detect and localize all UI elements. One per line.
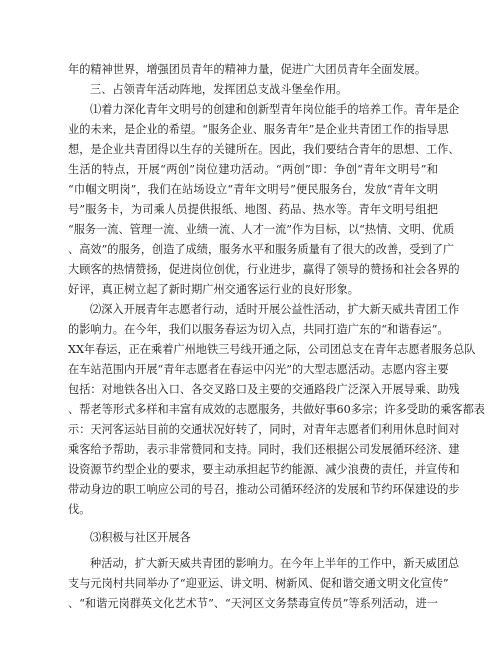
- document-page: [68, 60, 485, 614]
- text-line: XX年春运，正在乘着广州地铁三号线开通之际，公司团总支在青年志愿者服务总队: [68, 343, 476, 356]
- text-line: 生活的特点，开展“两创”岗位建功活动。“两创”即：争创“青年文明号”和: [68, 163, 438, 176]
- text-line: 大顾客的热情赞扬，促进岗位创优，行业进步，赢得了领导的赞扬和社会各界的: [68, 263, 460, 276]
- text-line: 、高效”的服务，创造了成绩，服务水平和服务质量有了很大的改善，受到了广: [68, 243, 455, 256]
- text-line: 带动身边的职工响应公司的号召，推动公司循环经济的发展和节约环保建设的步: [68, 483, 460, 496]
- text-line: ⑴着力深化青年文明号的创建和创新型青年岗位能手的培养工作。青年是企: [90, 103, 460, 116]
- text-line: 乘客给予帮助，表示非常赞同和支持。同时，我们还根据公司发展循环经济、建: [68, 443, 460, 456]
- text-line: ⑶积极与社区开展各: [90, 531, 191, 544]
- text-line: “服务一流、管理一流、业绩一流、人才一流”作为目标，以“热情、文明、优质: [68, 223, 455, 236]
- text-line: 三、占领青年活动阵地，发挥团总支战斗堡垒作用。: [90, 83, 348, 96]
- text-line: 号”服务卡，为司乘人员提供报纸、地图、药品、热水等。青年文明号组把: [68, 203, 438, 216]
- text-line: 种活动，扩大新天威共青团的影响力。在今年上半年的工作中，新天威团总: [90, 557, 460, 570]
- text-line: 、帮老等形式多样和丰富有成效的志愿服务，共做好事60多宗；许多受助的乘客都表: [68, 403, 485, 416]
- text-line: 支与元岗村共同举办了“迎亚运、讲文明、树新风、促和谐交通文明文化宣传”: [68, 577, 449, 590]
- text-line: 的影响力。在今年，我们以服务春运为切入点，共同打造广东的“和谐春运”。: [68, 323, 449, 336]
- text-line: 伐。: [68, 503, 91, 516]
- text-line: “巾帼文明岗”，我们在站场设立“青年文明号”便民服务台，发放“青年文明: [68, 183, 438, 196]
- text-line: 示：天河客运站目前的交通状况好转了，同时，对青年志愿者们利用休息时间对: [68, 423, 460, 436]
- text-line: 设资源节约型企业的要求，要主动承担起节约能源、减少浪费的责任，并宣传和: [68, 463, 460, 476]
- text-line: 包括：对地铁各出入口、各交叉路口及主要的交通路段广泛深入开展导乘、助残: [68, 383, 460, 396]
- text-line: 在车站范围内开展“青年志愿者在春运中闪光”的大型志愿活动。志愿内容主要: [68, 363, 449, 376]
- text-line: 好评，真正树立起了新时期广州交通客运行业的良好形象。: [68, 283, 359, 296]
- text-line: 业的未来，是企业的希望。“服务企业、服务青年”是企业共青团工作的指导思: [68, 123, 449, 136]
- text-line: 年的精神世界，增强团员青年的精神力量，促进广大团员青年全面发展。: [68, 63, 427, 76]
- text-line: ⑵深入开展青年志愿者行动，适时开展公益性活动，扩大新天威共青团工作: [90, 303, 460, 316]
- text-line: 想，是企业共青团得以生存的关键所在。因此，我们要结合青年的思想、工作、: [68, 143, 460, 156]
- text-line: 、“和谐元岗群英文化艺术节”、“天河区文务禁毒宣传员”等系列活动，进一: [68, 597, 438, 610]
